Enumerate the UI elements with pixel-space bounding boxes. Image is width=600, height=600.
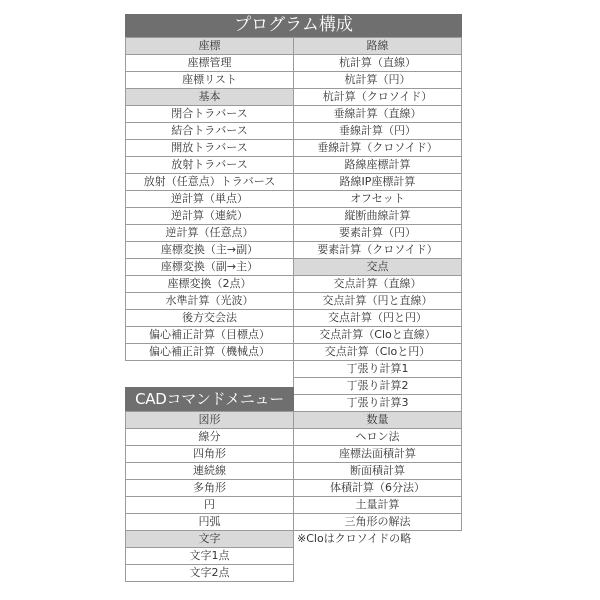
- list-item: 後方交会法: [125, 309, 294, 327]
- shapes-column: [125, 411, 294, 582]
- section-header-coordinates: 座標: [125, 37, 294, 55]
- list-item: 土量計算: [293, 496, 462, 514]
- list-item: 四角形: [125, 445, 294, 463]
- list-item: 座標変換（副→主）: [125, 258, 294, 276]
- section-header-text: 文字: [125, 530, 294, 548]
- list-item: 交点計算（円と円）: [293, 309, 462, 327]
- list-item: 要素計算（円）: [293, 224, 462, 242]
- list-item: 閉合トラバース: [125, 105, 294, 123]
- list-item: 体積計算（6分法）: [293, 479, 462, 497]
- list-item: 逆計算（任意点）: [125, 224, 294, 242]
- list-item: 円弧: [125, 513, 294, 531]
- list-item: 水準計算（光波）: [125, 292, 294, 310]
- section-header-quantity: 数量: [293, 411, 462, 429]
- list-item: 杭計算（クロソイド）: [293, 88, 462, 106]
- list-item: 丁張り計算2: [293, 377, 462, 395]
- list-item: 三角形の解法: [293, 513, 462, 531]
- list-item: ヘロン法: [293, 428, 462, 446]
- section-header-basic: 基本: [125, 88, 294, 106]
- list-item: 多角形: [125, 479, 294, 497]
- cad-menu-title: CADコマンドメニュー: [125, 387, 294, 411]
- list-item: 結合トラバース: [125, 122, 294, 140]
- list-item: 座標変換（2点）: [125, 275, 294, 293]
- list-item: 交点計算（Cloと直線）: [293, 326, 462, 344]
- list-item: 座標変換（主→副）: [125, 241, 294, 259]
- list-item: 断面積計算: [293, 462, 462, 480]
- list-item: 交点計算（円と直線）: [293, 292, 462, 310]
- list-item: 文字1点: [125, 547, 294, 565]
- section-header-shapes: 図形: [125, 411, 294, 429]
- list-item: 垂線計算（円）: [293, 122, 462, 140]
- list-item: 垂線計算（クロソイド）: [293, 139, 462, 157]
- list-item: 路線座標計算: [293, 156, 462, 174]
- list-item: 文字2点: [125, 564, 294, 582]
- quantity-column: [293, 411, 462, 531]
- list-item: 杭計算（直線）: [293, 54, 462, 72]
- list-item: 円: [125, 496, 294, 514]
- list-item: 杭計算（円）: [293, 71, 462, 89]
- list-item: 逆計算（連続）: [125, 207, 294, 225]
- list-item: 丁張り計算1: [293, 360, 462, 378]
- list-item: 開放トラバース: [125, 139, 294, 157]
- list-item: オフセット: [293, 190, 462, 208]
- list-item: 交点計算（直線）: [293, 275, 462, 293]
- route-column: [293, 37, 462, 412]
- list-item: 要素計算（クロソイド）: [293, 241, 462, 259]
- list-item: 交点計算（Cloと円）: [293, 343, 462, 361]
- list-item: 座標リスト: [125, 71, 294, 89]
- list-item: 路線IP座標計算: [293, 173, 462, 191]
- section-header-route: 路線: [293, 37, 462, 55]
- list-item: 座標法面積計算: [293, 445, 462, 463]
- list-item: 逆計算（単点）: [125, 190, 294, 208]
- list-item: 放射トラバース: [125, 156, 294, 174]
- list-item: 偏心補正計算（目標点）: [125, 326, 294, 344]
- list-item: 垂線計算（直線）: [293, 105, 462, 123]
- footnote: ※Cloはクロソイドの略: [297, 532, 412, 545]
- list-item: 縦断曲線計算: [293, 207, 462, 225]
- section-header-intersection: 交点: [293, 258, 462, 276]
- list-item: 座標管理: [125, 54, 294, 72]
- list-item: 丁張り計算3: [293, 394, 462, 412]
- program-config-title: プログラム構成: [125, 14, 462, 37]
- coordinates-column: [125, 37, 294, 361]
- list-item: 放射（任意点）トラバース: [125, 173, 294, 191]
- list-item: 線分: [125, 428, 294, 446]
- list-item: 連続線: [125, 462, 294, 480]
- list-item: 偏心補正計算（機械点）: [125, 343, 294, 361]
